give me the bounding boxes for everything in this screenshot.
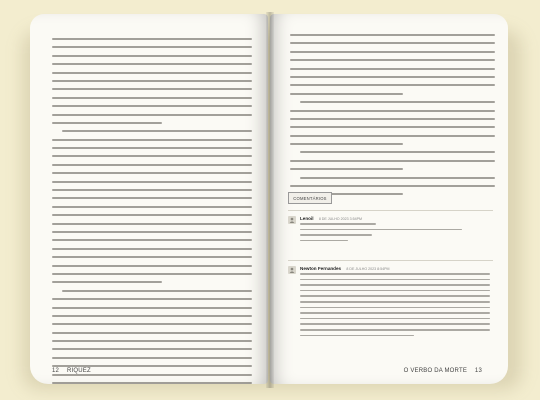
comment-divider bbox=[288, 260, 493, 261]
right-page-number: 13 bbox=[474, 368, 482, 374]
comment-item bbox=[288, 266, 493, 350]
comment-date: 8 DE JULHO 2023 8:54PM bbox=[346, 267, 390, 271]
right-page-body-text bbox=[290, 34, 495, 202]
right-page-footer bbox=[404, 368, 488, 374]
left-page bbox=[30, 14, 268, 384]
left-page-body-text bbox=[52, 38, 252, 384]
comment-date: 8 DE JULHO 2023 3:54PM bbox=[318, 217, 362, 221]
comments-button: COMENTÁRIOS bbox=[288, 192, 332, 204]
comment-header bbox=[300, 266, 390, 271]
right-page bbox=[270, 14, 508, 384]
left-page-number: 12 bbox=[52, 368, 60, 374]
left-page-footer bbox=[52, 368, 97, 374]
comment-author: Newton Fernandes bbox=[300, 266, 342, 271]
comment-body bbox=[300, 223, 490, 245]
left-running-head: RIQUEZ bbox=[66, 368, 91, 374]
comment-item bbox=[288, 216, 493, 258]
user-silhouette-icon bbox=[289, 217, 295, 223]
avatar bbox=[288, 266, 296, 274]
comment-header bbox=[300, 216, 362, 221]
book-gutter bbox=[266, 12, 274, 388]
user-silhouette-icon bbox=[289, 267, 295, 273]
comment-body bbox=[300, 273, 490, 340]
comment-author: Lenoil bbox=[300, 216, 314, 221]
avatar bbox=[288, 216, 296, 224]
comment-divider bbox=[288, 210, 493, 211]
right-running-head: O VERBO DA MORTE bbox=[403, 368, 468, 374]
